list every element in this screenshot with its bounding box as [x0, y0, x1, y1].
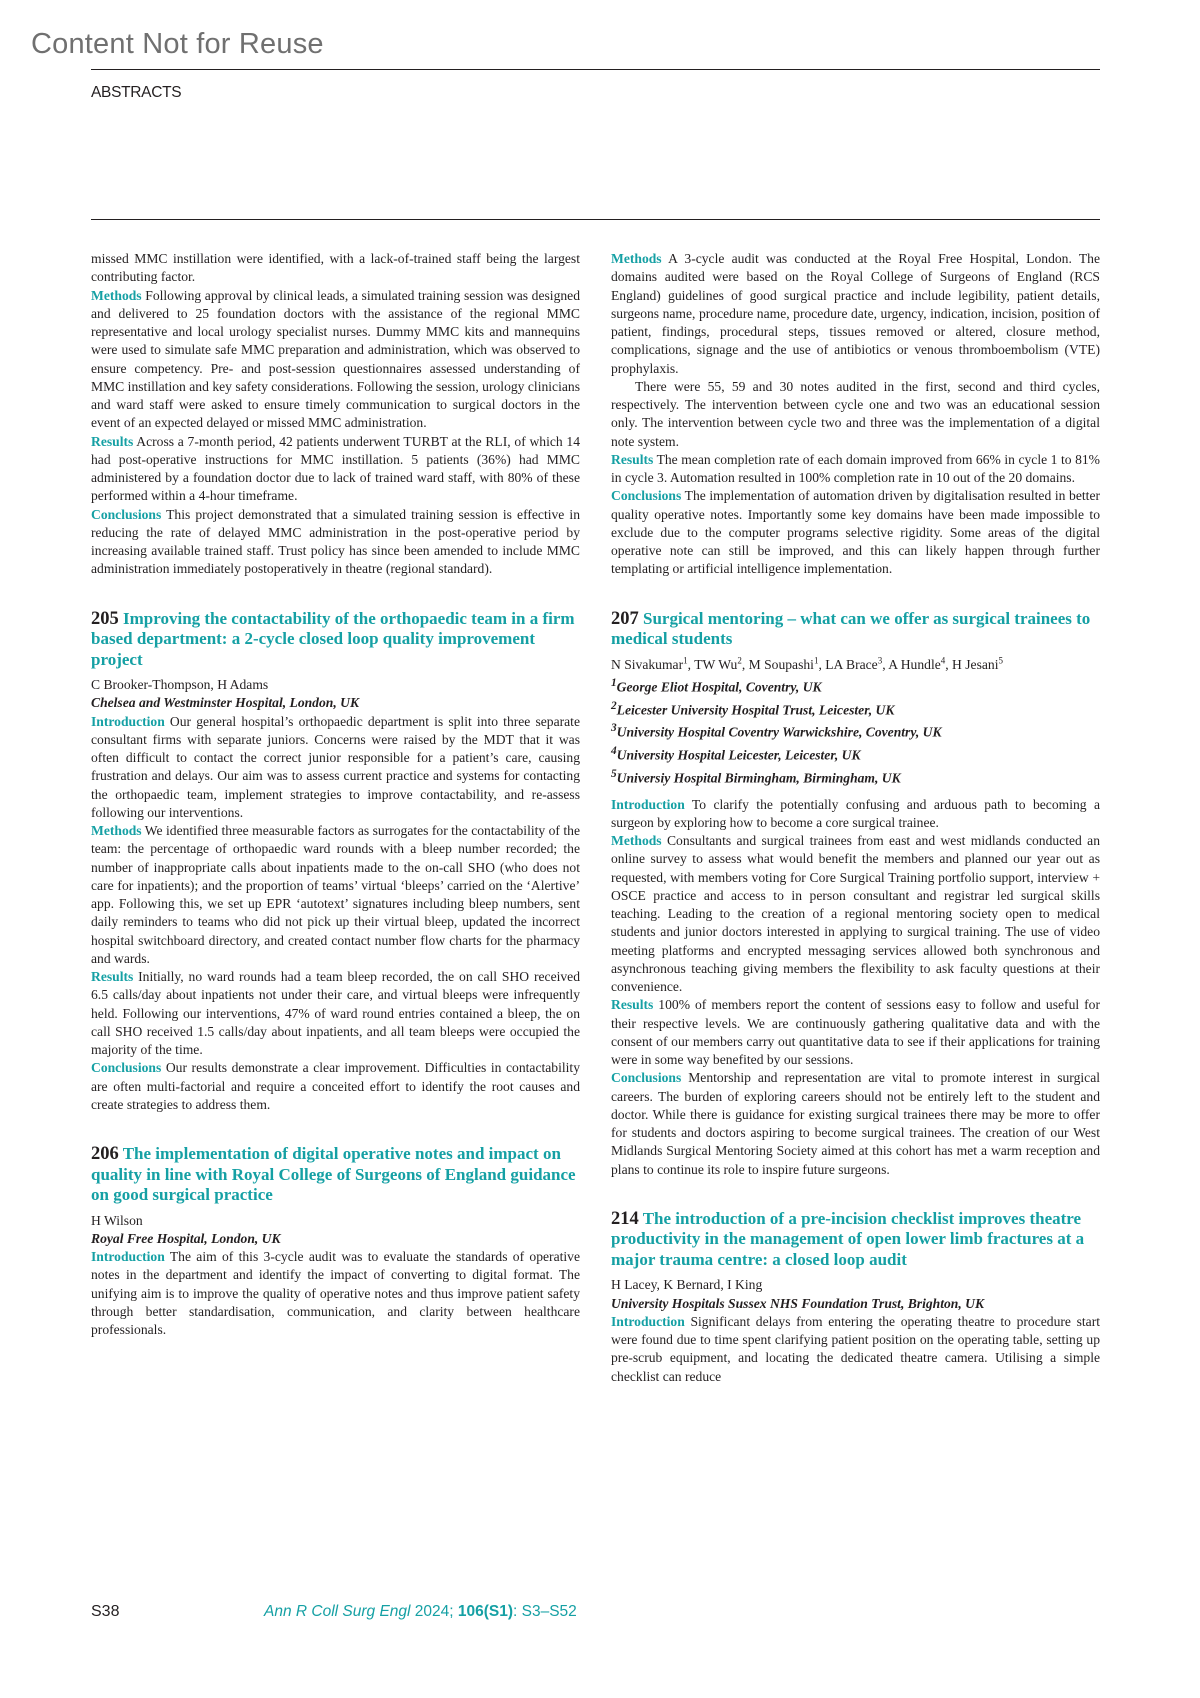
journal-citation	[264, 1603, 577, 1621]
affiliation: Royal Free Hospital, London, UK	[91, 1230, 281, 1246]
authors: N Sivakumar$^1$, TW Wu$^2$, M Soupashi$^1$, LA Brace$^3$, A Hundle$^4$, H Jesani$^5$	[611, 654, 1003, 672]
left-column	[91, 250, 580, 1339]
introduction-heading: Introduction	[611, 1313, 685, 1329]
continued-methods-cycles: There were 55, 59 and 30 notes audited in the first, second and third cycles, respectively. The intervention between cycle one and two was an educational session only. The intervention between cycle two and three was the implementation of a digital note system.	[611, 378, 1100, 449]
results	[611, 996, 1100, 1069]
results-text: 100% of members report the content of sessions easy to follow and useful for their respective levels. We are continuously gathering qualitative data and with the consent of our members carry out quantitative data to see if their applications for training were in some way benefited by our sessions.	[611, 997, 1100, 1068]
affiliation-text: University Hospital Coventry Warwickshire, Coventry, UK	[616, 724, 942, 740]
content-rule	[91, 219, 1100, 220]
abstract-206	[91, 1144, 580, 1339]
author: LA Brace	[825, 656, 878, 672]
introduction	[611, 1313, 1100, 1386]
methods-heading: Methods	[611, 251, 662, 266]
introduction	[91, 713, 580, 823]
affiliation-mark: 4	[611, 745, 617, 758]
introduction-heading: Introduction	[91, 1249, 165, 1264]
abstract-title	[91, 609, 580, 671]
continued-results	[91, 433, 580, 506]
author-affiliation-mark: 2	[737, 654, 742, 665]
abstract-number: 214	[611, 1208, 639, 1229]
authors: H Wilson	[91, 1212, 143, 1228]
continued-methods	[91, 287, 580, 433]
continued-results	[611, 451, 1100, 488]
continued-conclusions	[611, 487, 1100, 578]
introduction	[91, 1248, 580, 1339]
methods-text: A 3-cycle audit was conducted at the Royal Free Hospital, London. The domains audited were based on the Royal College of Surgeons of England (RCS England) guidelines of good surgical practice and include legibility, patient details, surgeons name, procedure name, procedure date, urgency, indication, incision, position of patient, findings, procedural steps, tissues removed or altered, closure method, complications, signage and the use of antibiotics or venous thromboembolism (VTE) prophylaxis.	[611, 251, 1100, 376]
abstract-title-text: Improving the contactability of the orthopaedic team in a firm based department: a 2-cycle closed loop quality improvement project	[91, 608, 575, 669]
author-affiliation-mark: 4	[940, 654, 946, 665]
affiliation-text: George Eliot Hospital, Coventry, UK	[616, 679, 822, 695]
results-heading: Results	[91, 433, 134, 449]
abstract-title	[611, 609, 1100, 650]
abstract-number: 205	[91, 608, 119, 629]
methods	[91, 822, 580, 968]
introduction	[611, 796, 1100, 833]
conclusions	[611, 1069, 1100, 1179]
abstract-title-text: The implementation of digital operative notes and impact on quality in line with Royal College of Surgeons of England guidance on good surgical practice	[91, 1144, 576, 1204]
author: TW Wu	[694, 656, 738, 672]
conclusions-text: Our results demonstrate a clear improvement. Difficulties in contactability are often multi-factorial and require a conceited effort to identify the root causes and create strategies to address them.	[91, 1060, 580, 1112]
authors: C Brooker-Thompson, H Adams	[91, 677, 269, 692]
introduction-text: The aim of this 3-cycle audit was to evaluate the standards of operative notes in the department and identify the impact of converting to digital format. The unifying aim is to improve the quality of operative notes and thus improve patient safety through better standardisation, communication, and clarity between healthcare professionals.	[91, 1249, 580, 1337]
abstract-number: 206	[91, 1144, 119, 1164]
authors: H Lacey, K Bernard, I King	[611, 1277, 763, 1293]
author-affiliation-mark: 3	[877, 654, 883, 665]
affiliation-mark: 3	[611, 722, 617, 735]
affiliation-mark: 1	[611, 676, 617, 689]
continued-conclusions	[91, 506, 580, 579]
results-heading: Results	[611, 451, 654, 467]
abstract-number: 207	[611, 608, 639, 629]
results-heading: Results	[611, 997, 654, 1013]
conclusions-text: Mentorship and representation are vital to promote interest in surgical careers. The burden of exploring careers should not be entirely left to the student and doctor. While there is guidance for existing surgical trainees there may be more to offer for students and doctors aspiring to become surgical trainees. The creation of our West Midlands Surgical Mentoring Society aimed at this cohort has met a warm reception and plans to continue its role to inspire future surgeons.	[611, 1070, 1101, 1177]
section-label: ABSTRACTS	[91, 84, 182, 101]
affiliation	[611, 674, 1100, 697]
affiliation-text: University Hospital Leicester, Leicester, UK	[616, 747, 861, 763]
introduction-heading: Introduction	[611, 796, 685, 812]
introduction-text: Our general hospital’s orthopaedic department is split into three separate consultant firms with separate juniors. Concerns were raised by the MDT that it was often difficult to contact the correct junior responsible for a patient’s care, causing frustration and delays. Our aim was to assess current practice and systems for contacting the orthopaedic team, implement strategies to improve contactability, and re-assess following our interventions.	[91, 713, 580, 820]
results-text: Initially, no ward rounds had a team bleep recorded, the on call SHO received 6.5 calls/day about inpatients not under their care, and virtual bleeps were infrequently held. Following our interventions, 47% of ward round entries contained a bleep, the on call SHO received 1.5 calls/day about inpatients, and all team bleeps were occupied the majority of the time.	[91, 969, 581, 1057]
results-text: The mean completion rate of each domain improved from 66% in cycle 1 to 81% in cycle 3. Automation resulted in 100% completion rate in 10 out of the 20 domains.	[611, 451, 1100, 485]
affiliation-mark: 2	[611, 699, 617, 712]
continued-methods	[611, 250, 1100, 378]
methods	[611, 832, 1100, 996]
header-rule	[91, 69, 1100, 70]
journal-pages: : S3–S52	[513, 1603, 577, 1620]
abstract-title-text: Surgical mentoring – what can we offer as surgical trainees to medical students	[611, 608, 1091, 648]
introduction-text: Significant delays from entering the operating theatre to procedure start were found due to time spent clarifying patient position on the operating table, setting up pre-scrub equipment, and locating the dedicated theatre camera. Utilising a simple checklist can reduce	[611, 1313, 1100, 1384]
methods-heading: Methods	[611, 833, 662, 849]
results-text: Across a 7-month period, 42 patients underwent TURBT at the RLI, of which 14 had post-operative instructions for MMC instillation. 5 patients (36%) had MMC administered by a foundation doctor due to lack of trained ward staff, with 80% of these performed within a 4-hour timeframe.	[91, 433, 581, 504]
abstract-205	[91, 609, 580, 1115]
conclusions-heading: Conclusions	[91, 1060, 162, 1076]
conclusions-heading: Conclusions	[91, 506, 162, 522]
abstract-207	[611, 609, 1100, 1179]
methods-text: Following approval by clinical leads, a simulated training session was designed and delivered to 25 foundation doctors with the assistance of the regional MMC representative and local urology specialist nurses. Dummy MMC kits and mannequins were used to simulate safe MMC preparation and administration, which was observed to ensure competency. Pre- and post-session questionnaires assessed understanding of MMC instillation and key safety considerations. Following the session, urology clinicians and ward staff were asked to ensure timely communication to surgical doctors in the event of an expected delayed or missed MMC administration.	[91, 287, 580, 431]
journal-volume: 106(S1)	[457, 1603, 514, 1620]
affiliation: Chelsea and Westminster Hospital, London, UK	[91, 695, 360, 711]
right-column	[611, 250, 1100, 1386]
affiliation	[611, 765, 1100, 788]
journal-name: Ann R Coll Surg Engl	[264, 1603, 411, 1620]
author: H Jesani	[952, 656, 999, 672]
introduction-text: To clarify the potentially confusing and arduous path to becoming a surgeon by exploring how to become a core surgical trainee.	[611, 796, 1100, 830]
author: N Sivakumar	[611, 656, 684, 672]
results-heading: Results	[91, 969, 134, 984]
page-number: S38	[91, 1603, 120, 1620]
affiliation-mark: 5	[611, 767, 617, 780]
conclusions	[91, 1059, 580, 1114]
author: A Hundle	[888, 656, 941, 672]
affiliation: University Hospitals Sussex NHS Foundation Trust, Brighton, UK	[611, 1295, 985, 1311]
abstract-title	[611, 1209, 1100, 1271]
author-affiliation-mark: 1	[683, 654, 688, 665]
methods-heading: Methods	[91, 823, 142, 838]
continued-lead: missed MMC instillation were identified, with a lack-of-trained staff being the largest contributing factor.	[91, 251, 580, 285]
author-affiliation-mark: 1	[813, 654, 819, 665]
abstract-title	[91, 1144, 580, 1206]
introduction-heading: Introduction	[91, 713, 165, 729]
conclusions-heading: Conclusions	[611, 488, 682, 504]
methods-text: We identified three measurable factors as surrogates for the contactability of the team: the percentage of orthopaedic ward rounds with a bleep number recorded; the number of inappropriate calls about inpatients made to the on-call SHO (who does not care for inpatients); and the proportion of teams’ virtual ‘bleeps’ carried on the ‘Alertive’ app. Following this, we set up EPR ‘autotext’ signatures including bleep numbers, sent daily reminders to teams who did not pick up their virtual bleep, updated the incorrect hospital switchboard directory, and created contact number flow charts for the pharmacy and wards.	[91, 823, 580, 966]
affiliation	[611, 719, 1100, 742]
affiliation	[611, 742, 1100, 765]
author-affiliation-mark: 5	[998, 654, 1003, 665]
author: M Soupashi	[748, 656, 814, 672]
watermark: Content Not for Reuse	[31, 28, 324, 60]
methods-heading: Methods	[91, 287, 142, 303]
affiliation-text: Universiy Hospital Birmingham, Birmingham, UK	[616, 770, 901, 786]
results	[91, 968, 580, 1059]
conclusions-heading: Conclusions	[611, 1070, 682, 1086]
affiliation-list	[611, 674, 1100, 788]
conclusions-text: The implementation of automation driven by digitalisation resulted in better quality operative notes. Importantly some key domains have been made impossible to exclude due to the computer programs selective rigidity. Some areas of the digital operative note can still be improved, and this can likely happen through further templating or artificial intelligence implementation.	[611, 488, 1100, 577]
conclusions-text: This project demonstrated that a simulated training session is effective in reducing the rate of delayed MMC administration in the post-operative period by increasing available trained staff. Trust policy has since been amended to include MMC administration immediately postoperatively in theatre (regional standard).	[91, 506, 581, 577]
abstract-title-text: The introduction of a pre-incision checklist improves theatre productivity in the management of open lower limb fractures at a major trauma centre: a closed loop audit	[611, 1208, 1085, 1269]
affiliation-text: Leicester University Hospital Trust, Leicester, UK	[616, 702, 895, 718]
affiliation	[611, 697, 1100, 720]
journal-year: 2024;	[410, 1603, 458, 1620]
methods-text: Consultants and surgical trainees from east and west midlands conducted an online survey to assess what would benefit the members and planned our year out as requested, with members voting for Core Surgical Training portfolio support, interview + OSCE practice and access to in person consultant and registrar led surgical skills teaching. Leading to the creation of a regional mentoring society open to medical students and junior doctors interested in applying to surgical training. The use of video meeting platforms and encrypted messaging services allowed both synchronous and asynchronous teaching giving members the flexibility to ask faculty questions at their convenience.	[611, 833, 1100, 995]
abstract-214	[611, 1209, 1100, 1386]
